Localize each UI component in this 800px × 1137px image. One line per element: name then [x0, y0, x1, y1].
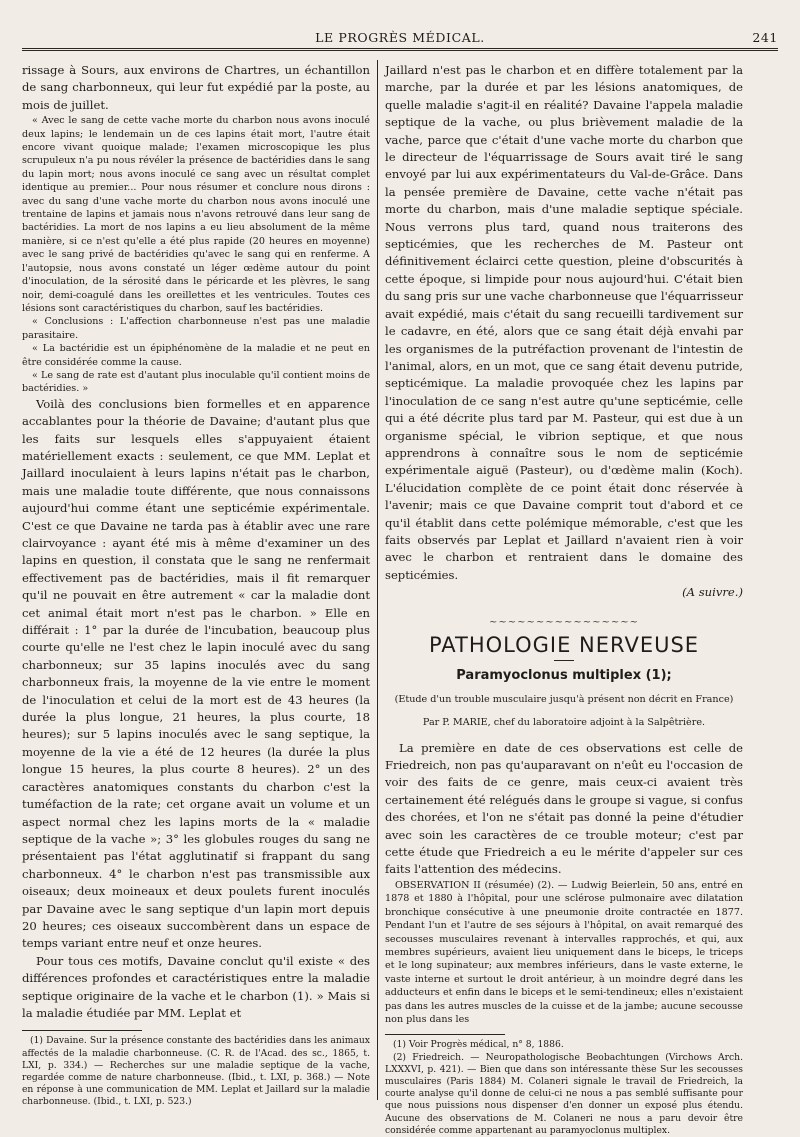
paragraph: rissage à Sours, aux environs de Chartres, un échantillon de sang charbonneux, qui leur fut expédié par la poste, au mois de juillet.: [22, 63, 370, 112]
footnote-rule: [22, 1030, 142, 1031]
left-column: [22, 62, 370, 1109]
footnote-rule: [385, 1034, 505, 1035]
paragraph: Voilà des conclusions bien formelles et en apparence accablantes pour la théorie de Davaine; d'autant plus que les faits sur lesquels elles s'appuyaient étaient matériellement exacts : seulement, ce que MM. Leplat et Jaillard inoculaient à leurs lapins n'était pas le charbon, mais une maladie toute différente, que nous connaissons aujourd'hui comme étant une septicémie expérimentale. C'est ce que Davaine ne tarda pas à établir avec une rare clairvoyance : ayant été mis à même d'examiner un des lapins en question, il constata que le sang ne renfermait effectivement pas de bactéridies, mais il fit remarquer qu'il ne pouvait en être autrement « car la maladie dont cet animal était mort n'est pas le charbon. » Elle en différait : 1° par la durée de l'incubation, beaucoup plus courte qu'elle ne l'est chez le lapin inoculé avec du sang charbonneux; sur 35 lapins inoculés avec du sang charbonneux frais, la moyenne de la vie entre le moment de l'inoculation et celui de la mort est de 43 heures (la durée la plus longue, 21 heures, la plus courte, 18 heures); sur 5 lapins inoculés avec le sang septique, la moyenne de la vie a été de 12 heures (la durée la plus longue 15 heures, la plus courte 8 heures). 2° un des caractères anatomiques constants du charbon c'est la tuméfaction de la rate; cet organe avait un volume et un aspect normal chez les lapins morts de la « maladie septique de la vache »; 3° les globules rouges du sang ne présentaient pas l'état agglutinatif si frappant du sang charbonneux. 4° le charbon n'est pas transmissible aux oiseaux; deux moineaux et deux poulets furent inoculés par Davaine avec le sang septique d'un lapin mort depuis 20 heures; ces oiseaux succombèrent dans un espace de temps variant entre neuf et onze heures.: [22, 396, 370, 951]
footnote: (2) Friedreich. — Neuropathologische Beobachtungen (Virchows Arch. LXXXVI, p. 421). — Bien que dans son intéressante thèse Sur les secousses musculaires (Paris 1884) M. Colaneri signale le travail de Friedreich, la courte analyse qu'il donne de celui-ci ne nous a pas semblé suffisante pour que nous puissions nous dispenser d'en donner un exposé plus étendu. Aucune des observations de M. Colaneri ne nous a paru devoir être considérée comme appartenant au paramyoclonus multiplex.: [385, 1051, 743, 1136]
footnote: (1) Davaine. Sur la présence constante des bactéridies dans les animaux affectés de la maladie charbonneuse. (C. R. de l'Acad. des sc., 1865, t. LXI, p. 334.) — Recherches sur une maladie septique de la vache, regardée comme de nature charbonneuse. (Ibid., t. LXI, p. 368.) — Note en réponse à une communication de MM. Leplat et Jaillard sur la maladie charbonneuse. (Ibid., t. LXI, p. 523.): [22, 1035, 370, 1108]
footnotes: [385, 1039, 743, 1137]
footnote: (1) Voir Progrès médical, n° 8, 1886.: [393, 1039, 564, 1051]
right-column: [385, 62, 743, 1137]
section-heading: PATHOLOGIE NERVEUSE: [428, 633, 700, 657]
observation-text: OBSERVATION II (résumée) (2). — Ludwig Beierlein, 50 ans, entré en 1878 et 1880 à l'hôpital, pour une sclérose pulmonaire avec dilatation bronchique consécutive à une pneumonie droite contractée en 1877. Pendant l'un et l'autre de ses séjours à l'hôpital, on avait remarqué des secousses musculaires revenant à intervalles rapprochés, et qui, aux membres supérieurs, avaient lieu uniquement dans le biceps, le triceps et le long supinateur; aux membres inférieurs, dans le vaste externe, le vaste interne et surtout le droit antérieur, à un moindre degré dans les adducteurs et enfin dans le biceps et le semi-tendineux; elles n'existaient pas dans les autres muscles de la cuisse et de la jambe; aucune secousse non plus dans les: [385, 879, 743, 1025]
journal-title: LE PROGRÈS MÉDICAL.: [315, 30, 485, 45]
quotation: « Le sang de rate est d'autant plus inoculable qu'il contient moins de bactéridies. »: [22, 369, 370, 395]
page-header: [22, 26, 778, 51]
quotation: « La bactéridie est un épiphénomène de la maladie et ne peut en être considérée comme la cause.: [22, 343, 370, 368]
article-subtitle: (Etude d'un trouble musculaire jusqu'à présent non décrit en France): [394, 693, 734, 705]
ornament-divider: ~~~~~~~~~~~~~~~~: [488, 616, 640, 628]
observation-block: [385, 879, 743, 1026]
footnotes: [22, 1035, 370, 1108]
continued-note: (A suivre.): [682, 585, 743, 600]
paragraph: Jaillard n'est pas le charbon et en diffère totalement par la marche, par la durée et par les lésions anatomiques, de quelle maladie s'agit-il en réalité? Davaine l'appela maladie septique de la vache, ou plus brièvement maladie de la vache, parce que c'était d'une vache morte du charbon que le directeur de l'équarrissage de Sours avait tiré le sang envoyé par lui aux expérimentateurs du Val-de-Grâce. Dans la pensée première de Davaine, cette vache n'était pas morte du charbon, mais d'une maladie septique spéciale. Nous verrons plus tard, quand nous traiterons des septicémies, que les recherches de M. Pasteur ont définitivement éclairci cette question, pleine d'obscurités à cette époque, si limpide pour nous aujourd'hui. C'était bien du sang pris sur une vache charbonneuse que l'équarrisseur avait expédié, mais c'était du sang recueilli tardivement sur le cadavre, en été, alors que ce sang était déjà envahi par les organismes de la putréfaction provenant de l'intestin de l'animal, alors, en un mot, que ce sang était devenu putride, septicémique. La maladie provoquée chez les lapins par l'inoculation de ce sang n'est autre qu'une septicémie, celle qui a été décrite plus tard par M. Pasteur, qui est due à un organisme spécial, le vibrion septique, et que nous apprendrons à connaître sous le nom de septicémie expérimentale aiguë (Pasteur), ou d'œdème malin (Koch). L'élucidation complète de ce point était donc réservée à l'avenir; mais ce que Davaine comprit tout d'abord et ce qu'il établit dans cette polémique mémorable, c'est que les faits observés par Leplat et Jaillard n'avaient rien à voir avec le charbon et rentraient dans le domaine des septicémies.: [385, 63, 743, 582]
page-number: 241: [752, 30, 778, 45]
article-title: Paramyoclonus multiplex (1);: [456, 668, 672, 684]
paragraph: Pour tous ces motifs, Davaine conclut qu'il existe « des différences profondes et caractéristiques entre la maladie septique originaire de la vache et le charbon (1). » Mais si la maladie étudiée par MM. Leplat et: [22, 953, 370, 1020]
divider: [554, 660, 574, 661]
quotation: « Avec le sang de cette vache morte du charbon nous avons inoculé deux lapins; le lendemain un de ces lapins était mort, l'autre était encore vivant quoique malade; l'examen microscopique les plus scrupuleux n'a pu nous révéler la présence de bactéridies dans le sang du lapin mort; nous avons inoculé ce sang avec un résultat complet identique au premier... Pour nous résumer et conclure nous dirons : avec du sang d'une vache morte du charbon nous avons inoculé une trentaine de lapins et jamais nous n'avons retrouvé dans leur sang de bactéridies. La mort de nos lapins a eu lieu absolument de la même manière, si ce n'est qu'elle a été plus rapide (20 heures en moyenne) avec le sang privé de bactéridies qu'avec le sang qui en renferme. A l'autopsie, nous avons constaté un léger œdème autour du point d'inoculation, de la sérosité dans le péricarde et les plèvres, le sang noir, demi-coagulé dans les oreillettes et les ventricules. Toutes ces lésions sont caractéristiques du charbon, sauf les bactéridies.: [22, 115, 370, 314]
column-divider: [377, 60, 378, 1100]
paragraph: La première en date de ces observations est celle de Friedreich, non pas qu'auparavant on n'eût eu l'occasion de voir des faits de ce genre, mais ceux-ci avaient très certainement été relégués dans le groupe si vague, si confus des chorées, et l'on ne s'était pas donné la peine d'étudier avec soin les caractères de ce trouble moteur; c'est par cette étude que Friedreich a eu le mérite d'appeler sur ces faits l'attention des médecins.: [385, 740, 743, 877]
quotation: « Conclusions : L'affection charbonneuse n'est pas une maladie parasitaire.: [22, 316, 370, 341]
quotation-block: [22, 114, 370, 396]
author-line: Par P. MARIE, chef du laboratoire adjoint à la Salpêtrière.: [422, 717, 706, 729]
